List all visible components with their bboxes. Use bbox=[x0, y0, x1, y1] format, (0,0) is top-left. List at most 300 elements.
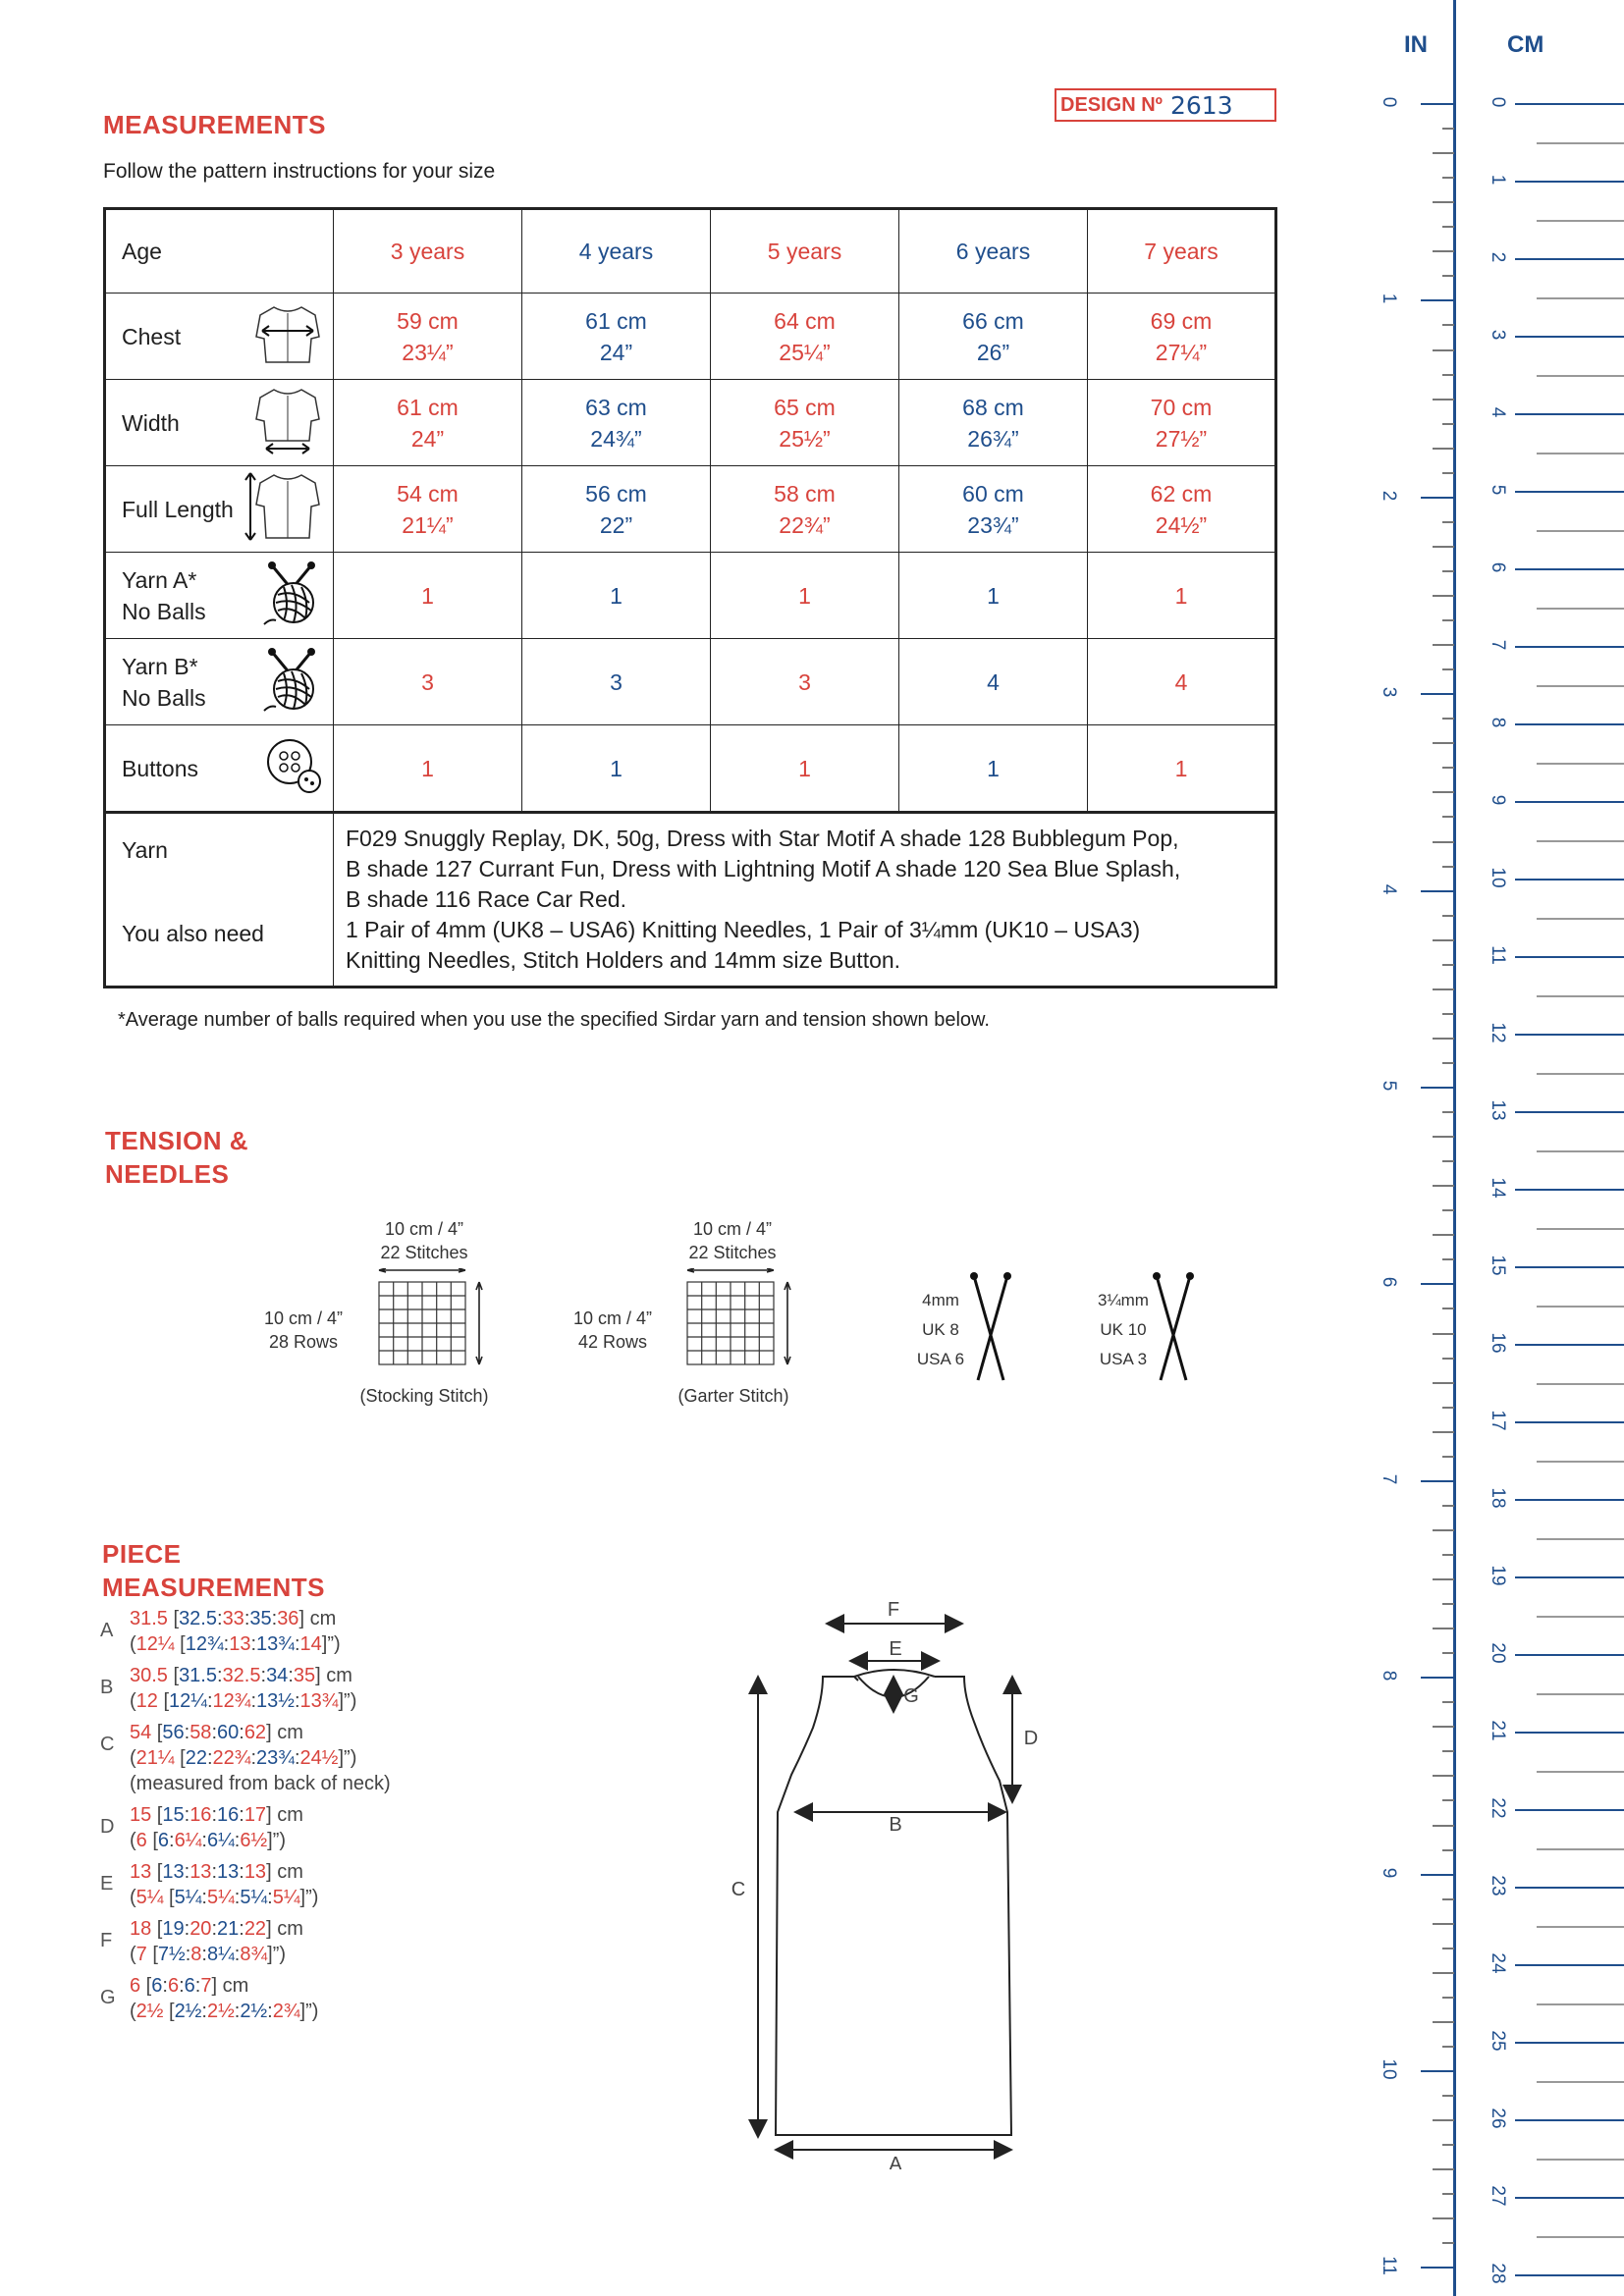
yarn-b-label: Yarn B* bbox=[122, 653, 198, 679]
ruler-inch-tick bbox=[1421, 1480, 1454, 1482]
ruler-cm-tick bbox=[1537, 1306, 1624, 1308]
ruler-inch-tick bbox=[1433, 2119, 1454, 2121]
diagram-label-c: C bbox=[731, 1879, 746, 1900]
ruler-cm-tick bbox=[1515, 1809, 1624, 1811]
piece-value: 12¾ bbox=[212, 1690, 251, 1712]
ruler-cm-tick bbox=[1537, 1383, 1624, 1385]
piece-value: 30.5 bbox=[130, 1665, 168, 1686]
chest-inch: 25¼” bbox=[779, 339, 831, 365]
ruler-cm-tick bbox=[1537, 1693, 1624, 1695]
ruler-inch-tick bbox=[1433, 1923, 1454, 1925]
piece-value: 33 bbox=[222, 1608, 244, 1629]
yarn-a-count: 1 bbox=[522, 553, 711, 639]
ruler-cm-tick bbox=[1515, 2042, 1624, 2044]
piece-value: 6½ bbox=[240, 1830, 268, 1851]
piece-value: 14 bbox=[299, 1633, 322, 1655]
piece-value: 6 bbox=[130, 1975, 141, 1997]
ruler-cm-tick bbox=[1537, 530, 1624, 532]
length-cm: 56 cm bbox=[585, 480, 647, 507]
piece-value: 58 bbox=[189, 1722, 212, 1743]
piece-measurement-item: F 18 [19:20:21:22] cm (7 [7½:8:8¼:8¾]”) bbox=[100, 1918, 303, 1965]
ruler-inch-tick bbox=[1421, 2070, 1454, 2072]
ruler-cm-tick bbox=[1515, 1654, 1624, 1656]
chest-garment-icon bbox=[252, 301, 323, 372]
table-row-full-length bbox=[105, 466, 1276, 553]
piece-value: 2½ bbox=[135, 2001, 164, 2022]
ruler-cm-tick bbox=[1515, 879, 1624, 881]
also-need-label: You also need bbox=[122, 921, 264, 946]
width-label: Width bbox=[122, 409, 180, 436]
ruler-inch-tick bbox=[1433, 546, 1454, 548]
piece-letter: B bbox=[100, 1677, 114, 1698]
piece-value: 17 bbox=[244, 1804, 267, 1826]
piece-value: 19 bbox=[162, 1918, 185, 1940]
ruler-cm-tick bbox=[1537, 220, 1624, 222]
piece-value: 34 bbox=[266, 1665, 289, 1686]
table-row-yarn-info bbox=[105, 813, 1276, 988]
ruler-cm-tick bbox=[1515, 103, 1624, 105]
piece-value: 6¼ bbox=[206, 1830, 235, 1851]
width-inch: 24” bbox=[410, 425, 445, 452]
chest-inch: 23¼” bbox=[402, 339, 454, 365]
ruler-cm-tick bbox=[1537, 142, 1624, 144]
full-length-label: Full Length bbox=[122, 496, 234, 522]
yarn-description: F029 Snuggly Replay, DK, 50g, Dress with Star Motif A shade 128 Bubblegum Pop, bbox=[346, 826, 1179, 851]
diagram-label-d: D bbox=[1023, 1728, 1039, 1749]
piece-value: 13 bbox=[162, 1861, 185, 1883]
ruler-cm-tick bbox=[1537, 453, 1624, 454]
yarn-b-count: 4 bbox=[899, 639, 1088, 725]
button-icon bbox=[264, 736, 323, 801]
table-row-width bbox=[105, 380, 1276, 466]
ruler-cm-tick bbox=[1515, 2274, 1624, 2276]
ruler-inch-tick bbox=[1433, 1234, 1454, 1236]
piece-value: 2½ bbox=[206, 2001, 235, 2022]
ruler-cm-number: 5 bbox=[1488, 484, 1508, 496]
ruler-inch-number: 11 bbox=[1379, 2256, 1399, 2276]
diagram-label-f: F bbox=[887, 1599, 900, 1621]
ruler-inch-tick bbox=[1421, 890, 1454, 892]
size-header: 5 years bbox=[711, 209, 899, 294]
ruler-cm-tick bbox=[1515, 1034, 1624, 1036]
chest-cm: 69 cm bbox=[1150, 307, 1213, 334]
ruler-inch-tick bbox=[1421, 1677, 1454, 1679]
needle-size-label: 3¼mm UK 10 USA 3 bbox=[1098, 1291, 1149, 1368]
ruler-inch-tick bbox=[1421, 1283, 1454, 1285]
piece-value: 6 bbox=[135, 1830, 147, 1851]
ruler-inch-tick bbox=[1421, 2267, 1454, 2269]
yarn-b-count: 3 bbox=[711, 639, 899, 725]
width-inch: 27½” bbox=[1155, 425, 1208, 452]
piece-value: 15 bbox=[130, 1804, 152, 1826]
ruler-cm-tick bbox=[1537, 918, 1624, 920]
ruler-cm-number: 26 bbox=[1488, 2108, 1508, 2129]
ruler-cm-tick bbox=[1537, 1771, 1624, 1773]
stitch-type-label: (Garter Stitch) bbox=[677, 1386, 789, 1406]
ruler-inch-tick bbox=[1421, 1087, 1454, 1089]
ruler-cm-number: 13 bbox=[1488, 1099, 1508, 1121]
ruler-cm-tick bbox=[1537, 840, 1624, 842]
width-cm: 68 cm bbox=[962, 394, 1024, 420]
ruler-inch-number: 9 bbox=[1379, 1867, 1399, 1878]
yarn-b-balls-label: No Balls bbox=[122, 684, 206, 711]
width-inch: 25½” bbox=[779, 425, 831, 452]
ruler-inch-number: 3 bbox=[1379, 686, 1399, 698]
ruler-cm-number: 2 bbox=[1488, 251, 1508, 263]
size-header: 6 years bbox=[899, 209, 1088, 294]
design-label: DESIGN Nº bbox=[1060, 93, 1163, 116]
piece-measurement-item: D 15 [15:16:16:17] cm (6 [6:6¼:6¼:6½]”) bbox=[100, 1804, 303, 1851]
ruler-inch-tick bbox=[1433, 1628, 1454, 1629]
piece-value: 8 bbox=[190, 1944, 202, 1965]
ruler-cm-tick bbox=[1515, 1964, 1624, 1966]
ruler-cm-tick bbox=[1515, 1344, 1624, 1346]
table-row-chest bbox=[105, 294, 1276, 380]
piece-value: 8¾ bbox=[240, 1944, 268, 1965]
ruler-cm-tick bbox=[1515, 2197, 1624, 2199]
yarn-a-count: 1 bbox=[1088, 553, 1276, 639]
ruler-inch-tick bbox=[1433, 644, 1454, 646]
yarn-a-balls-label: No Balls bbox=[122, 598, 206, 624]
ruler-cm-number: 7 bbox=[1488, 639, 1508, 651]
footnote: *Average number of balls required when you use the specified Sirdar yarn and tension shown below. bbox=[118, 1009, 990, 1031]
ruler-inch-tick bbox=[1433, 1185, 1454, 1187]
design-number: 2613 bbox=[1169, 90, 1233, 120]
piece-value: cm bbox=[326, 1665, 352, 1686]
ruler-cm-number: 3 bbox=[1488, 329, 1508, 341]
piece-value: 2½ bbox=[174, 2001, 202, 2022]
ruler-inch-tick bbox=[1433, 1775, 1454, 1777]
piece-value: 22 bbox=[185, 1747, 207, 1769]
ruler-inch-tick bbox=[1433, 448, 1454, 450]
piece-value: 12¾ bbox=[185, 1633, 224, 1655]
ruler-cm-number: 4 bbox=[1488, 406, 1508, 418]
ruler-inch-number: 8 bbox=[1379, 1670, 1399, 1682]
length-garment-icon bbox=[244, 469, 323, 550]
ruler-cm-label: CM bbox=[1507, 31, 1544, 58]
piece-value: 31.5 bbox=[179, 1665, 217, 1686]
diagram-label-a: A bbox=[889, 2154, 902, 2169]
piece-value: 12 bbox=[135, 1690, 158, 1712]
piece-value: 62 bbox=[244, 1722, 267, 1743]
piece-title-line2: MEASUREMENTS bbox=[102, 1573, 326, 1602]
ruler-cm-number: 11 bbox=[1488, 945, 1508, 965]
chest-label: Chest bbox=[122, 323, 182, 349]
ruler-cm-tick bbox=[1515, 1189, 1624, 1191]
piece-value: 6 bbox=[167, 1975, 180, 1997]
ruler-inch-number: 2 bbox=[1379, 490, 1399, 502]
ruler-inch-tick bbox=[1421, 1874, 1454, 1876]
ruler-cm-tick bbox=[1515, 258, 1624, 260]
ruler-cm-tick bbox=[1515, 956, 1624, 958]
piece-value: cm bbox=[309, 1608, 337, 1629]
ruler-inch-tick bbox=[1433, 152, 1454, 154]
yarn-description: B shade 127 Currant Fun, Dress with Lightning Motif A shade 120 Sea Blue Splash, bbox=[346, 856, 1181, 881]
chest-inch: 26” bbox=[976, 339, 1010, 365]
length-cm: 60 cm bbox=[962, 480, 1024, 507]
table-row-age bbox=[105, 209, 1276, 294]
length-inch: 22” bbox=[599, 511, 633, 538]
piece-value: 15 bbox=[162, 1804, 185, 1826]
ruler-inch-tick bbox=[1433, 841, 1454, 843]
ruler-cm-number: 16 bbox=[1488, 1332, 1508, 1354]
piece-value: 2¾ bbox=[272, 2001, 300, 2022]
buttons-count: 1 bbox=[334, 725, 522, 813]
ruler-cm-tick bbox=[1537, 1073, 1624, 1075]
piece-value: 13¾ bbox=[299, 1690, 339, 1712]
piece-value: 56 bbox=[162, 1722, 185, 1743]
piece-value: 5¼ bbox=[174, 1887, 202, 1908]
ruler-cm-tick bbox=[1537, 685, 1624, 687]
yarn-description: B shade 116 Race Car Red. bbox=[346, 886, 626, 912]
ruler-cm-number: 27 bbox=[1488, 2185, 1508, 2207]
yarn-a-count: 1 bbox=[711, 553, 899, 639]
ruler-inch-tick bbox=[1433, 399, 1454, 400]
ruler-cm-number: 25 bbox=[1488, 2030, 1508, 2052]
width-cm: 65 cm bbox=[774, 394, 836, 420]
buttons-label: Buttons bbox=[122, 755, 198, 781]
ruler-cm-tick bbox=[1515, 2119, 1624, 2121]
ruler-cm-tick bbox=[1515, 568, 1624, 570]
ruler-cm-tick bbox=[1537, 1150, 1624, 1152]
tension-title bbox=[105, 1124, 248, 1191]
ruler-cm-tick bbox=[1537, 2081, 1624, 2083]
size-header: 3 years bbox=[334, 209, 522, 294]
ruler-inch-tick bbox=[1433, 2021, 1454, 2023]
piece-value: cm bbox=[277, 1918, 303, 1940]
measurements-title: MEASUREMENTS bbox=[103, 110, 327, 139]
length-inch: 23¾” bbox=[967, 511, 1019, 538]
ruler-cm-tick bbox=[1515, 1499, 1624, 1501]
piece-value: cm bbox=[222, 1975, 249, 1997]
piece-value: 21 bbox=[217, 1918, 240, 1940]
piece-value: 13 bbox=[229, 1633, 251, 1655]
piece-letter: F bbox=[100, 1930, 113, 1951]
width-inch: 26¾” bbox=[967, 425, 1019, 452]
ruler-inch-tick bbox=[1433, 2168, 1454, 2170]
width-inch: 24¾” bbox=[590, 425, 642, 452]
ruler-cm-number: 1 bbox=[1488, 174, 1508, 186]
piece-value: 7 bbox=[135, 1944, 147, 1965]
piece-value: 16 bbox=[189, 1804, 212, 1826]
ruler-inch-number: 6 bbox=[1379, 1277, 1399, 1288]
table-row-buttons bbox=[105, 725, 1276, 813]
piece-value: 7 bbox=[200, 1975, 212, 1997]
piece-value: 24½ bbox=[299, 1747, 339, 1769]
piece-value: cm bbox=[277, 1722, 303, 1743]
piece-value: 12¼ bbox=[135, 1633, 175, 1655]
ruler-cm-tick bbox=[1537, 375, 1624, 377]
width-garment-icon bbox=[252, 386, 323, 460]
piece-value: 32.5 bbox=[179, 1608, 217, 1629]
yarn-a-count: 1 bbox=[899, 553, 1088, 639]
ruler-cm-tick bbox=[1537, 608, 1624, 610]
piece-measurements-title bbox=[102, 1537, 325, 1604]
ruler-cm-tick bbox=[1537, 1461, 1624, 1463]
piece-letter: G bbox=[100, 1987, 116, 2008]
ruler-cm-tick bbox=[1537, 297, 1624, 299]
ruler-inch-tick bbox=[1433, 1578, 1454, 1580]
ruler-cm-tick bbox=[1537, 1926, 1624, 1928]
ruler-cm-tick bbox=[1537, 2159, 1624, 2161]
swatch-width-label: 10 cm / 4” 22 Stitches bbox=[380, 1219, 468, 1262]
ruler-cm-tick bbox=[1515, 1887, 1624, 1889]
ruler-inch-tick bbox=[1433, 250, 1454, 252]
subtitle: Follow the pattern instructions for your size bbox=[103, 160, 496, 183]
ruler-cm-tick bbox=[1515, 723, 1624, 725]
chest-cm: 61 cm bbox=[585, 307, 647, 334]
piece-measurement-item: E 13 [13:13:13:13] cm (5¼ [5¼:5¼:5¼:5¼]”) bbox=[100, 1861, 319, 1908]
piece-note: (measured from back of neck) bbox=[130, 1773, 391, 1794]
yarn-ball-icon bbox=[260, 560, 323, 632]
piece-value: 7½ bbox=[157, 1944, 186, 1965]
swatch-height-label: 10 cm / 4” 28 Rows bbox=[263, 1308, 344, 1352]
ruler-cm-number: 12 bbox=[1488, 1022, 1508, 1043]
piece-measurement-item: B 30.5 [31.5:32.5:34:35] cm (12 [12¼:12¾:13½:13¾]”) bbox=[100, 1665, 357, 1712]
piece-value: 5¼ bbox=[135, 1887, 164, 1908]
buttons-count: 1 bbox=[899, 725, 1088, 813]
table-row-yarn-a bbox=[105, 553, 1276, 639]
ruler-inch-tick bbox=[1433, 1972, 1454, 1974]
piece-value: 13½ bbox=[256, 1690, 295, 1712]
piece-value: 12¼ bbox=[169, 1690, 207, 1712]
ruler-cm-number: 24 bbox=[1488, 1952, 1508, 1974]
also-need-description: Knitting Needles, Stitch Holders and 14mm size Button. bbox=[346, 947, 901, 973]
yarn-a-label: Yarn A* bbox=[122, 566, 197, 593]
diagram-label-b: B bbox=[889, 1814, 902, 1836]
ruler-inch-tick bbox=[1433, 1529, 1454, 1531]
swatch-width-label: 10 cm / 4” 22 Stitches bbox=[688, 1219, 777, 1262]
piece-value: 22 bbox=[244, 1918, 267, 1940]
ruler-cm-number: 19 bbox=[1488, 1565, 1508, 1586]
tension-grid-icon bbox=[681, 1268, 799, 1376]
diagram-label-e: E bbox=[889, 1638, 902, 1660]
length-cm: 62 cm bbox=[1150, 480, 1213, 507]
chest-inch: 27¼” bbox=[1155, 339, 1208, 365]
ruler-cm-tick bbox=[1515, 1576, 1624, 1578]
ruler-cm-number: 8 bbox=[1488, 717, 1508, 728]
ruler-cm-number: 17 bbox=[1488, 1410, 1508, 1431]
piece-value: 13 bbox=[189, 1861, 212, 1883]
piece-measurement-item: C 54 [56:58:60:62] cm (21¼ [22:22¾:23¾:24½]”) (measured from back of neck) bbox=[100, 1722, 391, 1794]
yarn-ball-icon bbox=[260, 646, 323, 719]
width-cm: 70 cm bbox=[1150, 394, 1213, 420]
ruler-cm-tick bbox=[1537, 1538, 1624, 1540]
ruler-cm-number: 21 bbox=[1488, 1720, 1508, 1741]
ruler-cm-tick bbox=[1515, 413, 1624, 415]
piece-value: 54 bbox=[130, 1722, 152, 1743]
ruler-inch-tick bbox=[1433, 1333, 1454, 1335]
ruler-inch-label: IN bbox=[1404, 31, 1428, 58]
ruler-inch-tick bbox=[1433, 742, 1454, 744]
piece-value: 13¾ bbox=[256, 1633, 295, 1655]
ruler-inch-tick bbox=[1421, 693, 1454, 695]
ruler-inch-tick bbox=[1433, 1825, 1454, 1827]
ruler-inch-tick bbox=[1433, 791, 1454, 793]
piece-value: 32.5 bbox=[222, 1665, 261, 1686]
piece-value: 13 bbox=[130, 1861, 152, 1883]
ruler-inch-tick bbox=[1433, 595, 1454, 597]
ruler-cm-tick bbox=[1515, 646, 1624, 648]
piece-value: cm bbox=[277, 1804, 303, 1826]
ruler-cm-number: 28 bbox=[1488, 2263, 1508, 2284]
ruler-cm-number: 9 bbox=[1488, 794, 1508, 806]
chest-cm: 66 cm bbox=[962, 307, 1024, 334]
piece-letter: A bbox=[100, 1620, 114, 1641]
ruler-cm-tick bbox=[1515, 491, 1624, 493]
piece-value: 35 bbox=[293, 1665, 316, 1686]
piece-letter: E bbox=[100, 1873, 114, 1895]
length-inch: 22¾” bbox=[779, 511, 831, 538]
piece-value: 16 bbox=[217, 1804, 240, 1826]
ruler-inch-tick bbox=[1433, 1382, 1454, 1384]
ruler-cm-number: 23 bbox=[1488, 1875, 1508, 1896]
buttons-count: 1 bbox=[522, 725, 711, 813]
piece-value: 6 bbox=[184, 1975, 195, 1997]
ruler-inch-tick bbox=[1421, 103, 1454, 105]
ruler-inch-tick bbox=[1433, 1038, 1454, 1040]
ruler-cm-tick bbox=[1515, 336, 1624, 338]
ruler-inch-number: 10 bbox=[1379, 2058, 1399, 2080]
length-cm: 54 cm bbox=[397, 480, 459, 507]
ruler-cm-number: 20 bbox=[1488, 1642, 1508, 1664]
yarn-b-count: 4 bbox=[1088, 639, 1276, 725]
piece-value: 21¼ bbox=[135, 1747, 175, 1769]
ruler-inch-number: 5 bbox=[1379, 1080, 1399, 1092]
tension-grid-icon bbox=[373, 1268, 491, 1376]
ruler-inch-tick bbox=[1421, 299, 1454, 301]
knitting-needles-icon bbox=[966, 1270, 1015, 1384]
swatch-height-label: 10 cm / 4” 42 Rows bbox=[572, 1308, 653, 1352]
chest-inch: 24” bbox=[599, 339, 633, 365]
table-row-yarn-b bbox=[105, 639, 1276, 725]
ruler-cm-tick bbox=[1537, 2236, 1624, 2238]
buttons-count: 1 bbox=[711, 725, 899, 813]
ruler-cm-tick bbox=[1515, 801, 1624, 803]
ruler-inch-tick bbox=[1433, 988, 1454, 990]
yarn-b-count: 3 bbox=[334, 639, 522, 725]
ruler-cm-tick bbox=[1515, 1111, 1624, 1113]
yarn-label: Yarn bbox=[122, 837, 168, 863]
chest-cm: 64 cm bbox=[774, 307, 836, 334]
length-cm: 58 cm bbox=[774, 480, 836, 507]
piece-value: 5¼ bbox=[206, 1887, 235, 1908]
ruler-inch-tick bbox=[1433, 1136, 1454, 1138]
piece-value: 60 bbox=[217, 1722, 240, 1743]
piece-value: 2½ bbox=[240, 2001, 268, 2022]
ruler-cm-tick bbox=[1515, 1732, 1624, 1734]
piece-value: 31.5 bbox=[130, 1608, 168, 1629]
tension-title-line2: NEEDLES bbox=[105, 1159, 230, 1189]
chest-cm: 59 cm bbox=[397, 307, 459, 334]
ruler-inch-tick bbox=[1433, 939, 1454, 941]
yarn-b-count: 3 bbox=[522, 639, 711, 725]
ruler-inch-number: 0 bbox=[1379, 96, 1399, 108]
ruler-cm-tick bbox=[1537, 1848, 1624, 1850]
piece-value: 8¼ bbox=[206, 1944, 235, 1965]
piece-value: cm bbox=[277, 1861, 303, 1883]
buttons-count: 1 bbox=[1088, 725, 1276, 813]
ruler-cm-tick bbox=[1515, 1421, 1624, 1423]
piece-measurement-item: A 31.5 [32.5:33:35:36] cm (12¼ [12¾:13:13¾:14]”) bbox=[100, 1608, 341, 1655]
yarn-a-count: 1 bbox=[334, 553, 522, 639]
stitch-type-label: (Stocking Stitch) bbox=[359, 1386, 489, 1406]
piece-value: 36 bbox=[277, 1608, 299, 1629]
ruler-cm-number: 14 bbox=[1488, 1177, 1508, 1199]
ruler-cm-number: 22 bbox=[1488, 1797, 1508, 1819]
ruler-cm-number: 18 bbox=[1488, 1487, 1508, 1509]
ruler-cm-tick bbox=[1515, 1266, 1624, 1268]
